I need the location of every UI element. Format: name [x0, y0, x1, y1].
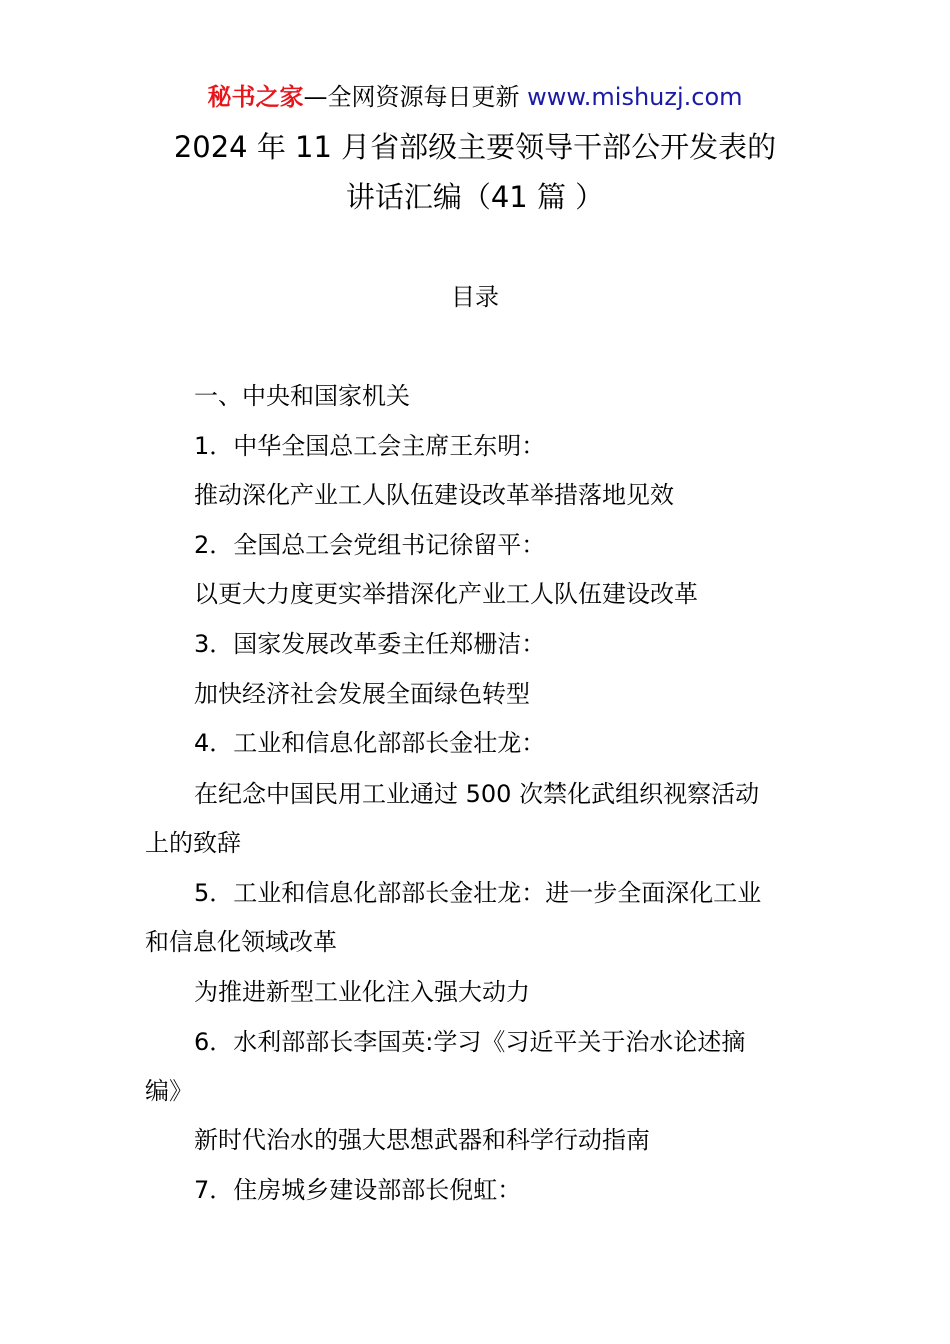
toc-entry-2-title: 以更大力度更实举措深化产业工人队伍建设改革: [194, 580, 698, 608]
site-url-link[interactable]: www.mishuzj.com: [527, 83, 743, 111]
toc-entry-5-title-cont: 和信息化领域改革: [145, 928, 337, 956]
toc-entry-6-title-cont: 编》: [145, 1077, 193, 1105]
toc-heading: 目录: [451, 283, 499, 311]
toc-entry-3-speaker: 3．国家发展改革委主任郑栅洁：: [194, 630, 546, 658]
document-title-line-2: 讲话汇编（41 篇 ）: [345, 180, 605, 214]
site-tagline: —全网资源每日更新: [303, 83, 528, 111]
toc-entry-5-subtitle: 为推进新型工业化注入强大动力: [194, 978, 530, 1006]
toc-entry-1-speaker: 1．中华全国总工会主席王东明：: [194, 432, 546, 460]
toc-entry-4-title: 在纪念中国民用工业通过 500 次禁化武组织视察活动: [194, 780, 760, 808]
toc-entry-5-speaker: 5．工业和信息化部部长金壮龙：进一步全面深化工业: [194, 879, 762, 907]
document-title-line-1: 2024 年 11 月省部级主要领导干部公开发表的: [173, 130, 777, 164]
toc-entry-2-speaker: 2．全国总工会党组书记徐留平：: [194, 531, 546, 559]
toc-entry-1-title: 推动深化产业工人队伍建设改革举措落地见效: [194, 481, 674, 509]
toc-entry-4-speaker: 4．工业和信息化部部长金壮龙：: [194, 729, 546, 757]
toc-section-heading: 一、中央和国家机关: [194, 382, 410, 410]
toc-entry-7-speaker: 7．住房城乡建设部部长倪虹：: [194, 1176, 522, 1204]
brand-name: 秘书之家: [207, 83, 304, 111]
site-header: [0, 80, 950, 114]
toc-entry-4-title-cont: 上的致辞: [145, 829, 241, 857]
toc-entry-3-title: 加快经济社会发展全面绿色转型: [194, 680, 530, 708]
toc-entry-6-speaker: 6．水利部部长李国英:学习《习近平关于治水论述摘: [194, 1028, 746, 1056]
toc-entry-6-subtitle: 新时代治水的强大思想武器和科学行动指南: [194, 1126, 650, 1154]
